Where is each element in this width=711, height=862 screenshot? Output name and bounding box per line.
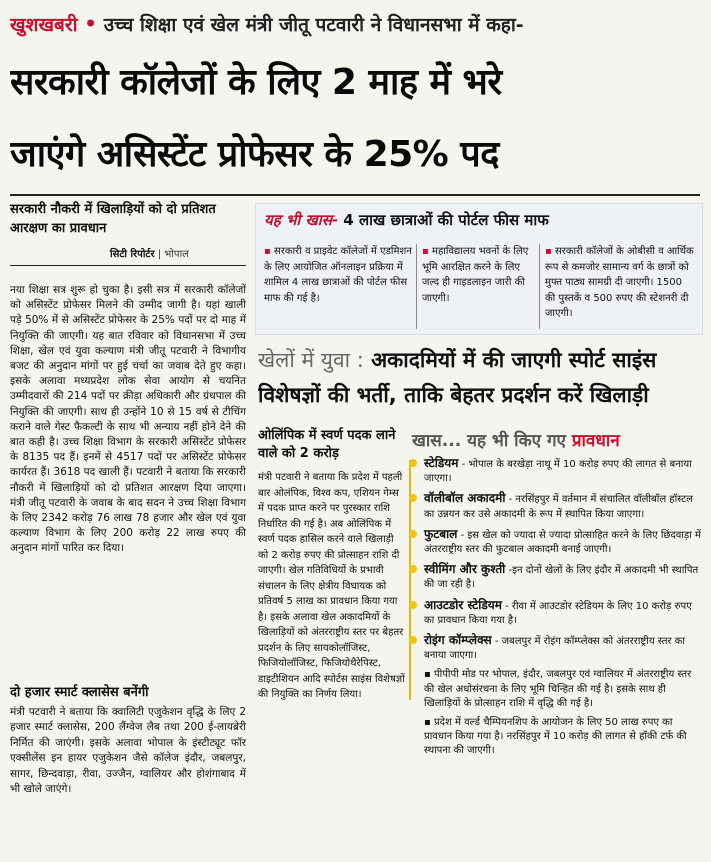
- bullet-icon: [409, 494, 417, 502]
- bullet-icon: [409, 636, 417, 644]
- special-box-col-1: [264, 244, 412, 306]
- sports-label: खेलों में युवा :: [258, 348, 364, 372]
- special-box-col-1-text: सरकारी व प्राइवेट कॉलेजों में एडमिशन के लिए आयोजित ऑनलाइन प्रक्रिया में शामिल 4 लाख छात्राओं की पोर्टल फीस माफ की गई है।: [264, 246, 412, 304]
- kicker-label: खुशखबरी: [10, 14, 78, 36]
- list-item: [418, 562, 703, 592]
- provision-title: स्टेडियम: [424, 456, 459, 470]
- list-item: ▪ पीपीपी मोड पर भोपाल, इंदौर, जबलपुर एवं ग्वालियर में अंतरराष्ट्रीय स्तर की खेल अधोसंरचना के लिए भूमि चिन्हित की गई है। इसके साथ ही खिलाड़ियों के प्रोत्साहन राशि में वृद्धि की गई है।: [424, 669, 692, 709]
- byline-place: भोपाल: [164, 249, 189, 260]
- provision-note: प्रदेश में वर्ल्ड चैम्पियनशिप के आयोजन के लिए 50 लाख रुपए का प्रावधान किया गया है। नरसिंहपुर में 10 करोड़ की लागत से हॉकी टर्फ की स्थापना की जाएगी।: [424, 717, 687, 757]
- bullet-icon: [409, 530, 417, 538]
- provisions-list: [418, 456, 703, 764]
- smart-class-text: मंत्री पटवारी ने बताया कि क्वालिटी एजुकेशन वृद्धि के लिए 2 हजार स्मार्ट क्लासेस, 200 लैंग्वेज लैब तथा 200 ई-लायब्रेरी निर्मित की जाएंगी। इसके अलावा भोपाल के इंस्टीट्यूट फॉर एक्सीलेंस इन हायर एजुकेशन जैसे कॉलेज इंदौर, जबलपुर, सागर, छिन्दवाड़ा, रीवा, उज्जैन, ग्वालियर और होशंगाबाद में भी खोले जाएंगे।: [10, 706, 246, 796]
- special-box-col-3-text: सरकारी कॉलेजों के ओबीसी व आर्थिक रूप से कमजोर सामान्य वर्ग के छात्रों को मुफ्त पाठ्य सामग्री दी जाएगी। 1500 की पुस्तकें व 500 रुपए की स्टेशनरी दी जाएगी।: [545, 246, 694, 319]
- headline-line-1: सरकारी कॉलेजों के लिए 2 माह में भरे: [10, 62, 502, 103]
- column-separator: [416, 244, 417, 329]
- bullet-icon: ▪: [422, 246, 432, 257]
- provision-text: - इस खेल को ज्यादा से ज्यादा प्रोत्साहित करने के लिए छिंदवाड़ा में अंतरराष्ट्रीय स्तर की फुटबाल अकादमी बनाई जाएगी।: [424, 529, 701, 556]
- provision-title: फुटबाल: [424, 526, 458, 541]
- special-box-col-2: [422, 244, 534, 306]
- bullet-icon: ▪: [264, 246, 274, 257]
- headline-line-2: जाएंगे असिस्टेंट प्रोफेसर के 25% पद: [10, 134, 499, 175]
- list-item: [418, 633, 703, 663]
- sports-line-1: अकादमियों में की जाएगी स्पोर्ट साइंस: [371, 348, 657, 372]
- divider: [10, 194, 700, 196]
- main-story: [10, 283, 246, 557]
- bullet-icon: [409, 459, 417, 467]
- bullet-icon: ▪: [545, 246, 555, 257]
- list-item: ▪ प्रदेश में वर्ल्ड चैम्पियनशिप के आयोजन के लिए 50 लाख रुपए का प्रावधान किया गया है। नरसिंहपुर में 10 करोड़ की लागत से हॉकी टर्फ की स्थापना की जाएगी।: [424, 717, 687, 757]
- provision-title: आउटडोर स्टेडियम: [424, 597, 502, 612]
- special-box-heading: [264, 210, 694, 230]
- provision-text: -इन दोनों खेलों के लिए इंदौर में अकादमी भी स्थापित की जा रही है।: [424, 565, 699, 591]
- provisions-label: खास... यह भी किए गए: [412, 431, 566, 451]
- provision-title: रोइंग कॉम्प्लेक्स: [424, 633, 492, 648]
- bullet-icon: [409, 565, 417, 573]
- subheadline: सरकारी नौकरी में खिलाड़ियों को दो प्रतिशत आरक्षण का प्रावधान: [10, 202, 216, 236]
- kicker-text: उच्च शिक्षा एवं खेल मंत्री जीतू पटवारी ने विधानसभा में कहा-: [103, 14, 524, 36]
- list-item: [418, 527, 703, 557]
- provision-note: पीपीपी मोड पर भोपाल, इंदौर, जबलपुर एवं ग्वालियर में अंतरराष्ट्रीय स्तर की खेल अधोसंरचना के लिए भूमि चिन्हित की गई है। इसके साथ ही खिलाड़ियों के प्रोत्साहन राशि में वृद्धि की गई है।: [424, 669, 692, 709]
- sports-heading-line-1: [258, 345, 703, 375]
- list-item: [418, 491, 703, 521]
- special-box-col-2-text: महाविद्यालय भवनों के लिए भूमि आरक्षित करने के लिए जल्द ही गाइडलाइन जारी की जाएगी।: [422, 246, 529, 304]
- provision-text: - भोपाल के बरखेड़ा नाथू में 10 करोड़ रुपए की लागत से बनाया जाएगा।: [424, 459, 692, 485]
- sports-heading-line-2: विशेषज्ञों की भर्ती, ताकि बेहतर प्रदर्शन करें खिलाड़ी: [258, 383, 649, 407]
- divider: [10, 265, 246, 266]
- byline-reporter: सिटी रिपोर्टर: [110, 249, 155, 260]
- olympic-heading: ओलिंपिक में स्वर्ण पदक लाने वाले को 2 करोड़: [258, 428, 396, 461]
- special-box-label: यह भी खास-: [264, 211, 339, 229]
- provision-title: वॉलीबॉल अकादमी: [424, 491, 506, 506]
- smart-class-heading: दो हजार स्मार्ट क्लासेस बनेंगी: [10, 685, 149, 700]
- bullet-icon: [409, 601, 417, 609]
- kicker: [10, 4, 700, 44]
- list-item: [418, 456, 703, 486]
- olympic-text: मंत्री पटवारी ने बताया कि प्रदेश में पहली बार ओलंपिक, विश्व कप, एशियन गेम्स में पदक प्राप्त करने पर पुरस्कार राशि निर्धारित की गई है। अब ओलिंपिक में स्वर्ण पदक हासिल करने वाले खिलाड़ी को 2 करोड़ रुपए की प्रोत्साहन राशि दी जाएगी। खेल गतिविधियों के प्रभावी संचालन के लिए क्षेत्रीय विधायक को प्रतिवर्ष 5 लाख का प्रावधान किया गया है। इसके अलावा खेल अकादमियों के खिलाड़ियों को अंतरराष्ट्रीय स्तर पर बेहतर प्रदर्शन के लिए सायकोलॉजिस्ट, फिजियोलॉजिस्ट, फिजियोथैरेपिस्ट, डाइटीशियन आदि स्पोर्टस साइंस विशेषज्ञों की नियुक्ति का निर्णय लिया।: [258, 472, 405, 700]
- special-box: [255, 203, 703, 335]
- provision-title: स्वीमिंग और कुश्ती: [424, 562, 506, 577]
- column-separator: [539, 244, 540, 329]
- provisions-label-red: प्रावधान: [571, 431, 620, 451]
- kicker-bullet: •: [83, 10, 98, 38]
- provision-text: - नरसिंहपुर में वर्तमान में संचालित वॉलीबॉल हॉस्टल का उन्नयन कर उसे अकादमी के रूप में स्थापित किया जाएगा।: [424, 494, 693, 520]
- list-item: [418, 598, 703, 628]
- main-story-text: नया शिक्षा सत्र शुरू हो चुका है। इसी सत्र में सरकारी कॉलेजों को असिस्टेंट प्रोफेसर मिलने की उम्मीद जागी है। यहां खाली पड़े 50% में से असिस्टेंट प्रोफेसर के 25% पदों पर दो माह में नियुक्ति की जाएगी। यह बात रविवार को विधानसभा में उच्च शिक्षा, खेल एवं युवा कल्याण मंत्री जीतू पटवारी ने विभागीय बजट की अनुदान मांगों पर हुई चर्चा का जवाब देते हुए कहा। इसके अलावा मध्यप्रदेश लोक सेवा आयोग से चयनित उम्मीदवारों की 214 पदों पर क्रीड़ा अधिकारी और ग्रंथपाल की नियुक्ति की जाएगी। साथ ही उन्होंने 10 से 15 वर्ष से टीचिंग कराने वाले गेस्ट फैकल्टी के साथ भी अन्याय नहीं होने देने की बात कही है। उच्च शिक्षा विभाग के सरकारी असिस्टेंट प्रोफेसर के 8135 पद हैं। इनमें से 4517 पदों पर असिस्टेंट प्रोफेसर कार्यरत हैं। 3618 पद खाली हैं। पटवारी ने बताया कि सरकारी नौकरी में खिलाड़ियों को दो प्रतिशत आरक्षण दिया जाएगा। मंत्री जीतू पटवारी के जवाब के बाद सदन ने उच्च शिक्षा विभाग के लिए 2342 करोड़ 76 लाख 78 हजार और खेल एवं युवा कल्याण विभाग के लिए 200 करोड़ 22 लाख रुपए की अनुदान मांगों पारित कर दिया।: [10, 284, 246, 555]
- special-box-title: 4 लाख छात्राओं की पोर्टल फीस माफ: [343, 211, 549, 229]
- provisions-heading: [412, 428, 620, 451]
- provision-text: - रीवा में आउटडोर स्टेडियम के लिए 10 करोड़ रुपए का प्रावधान किया गया है।: [424, 600, 692, 626]
- special-box-col-3: [545, 244, 695, 322]
- provision-text: - जबलपुर में रोइंग कॉम्प्लेक्स को अंतरराष्ट्रीय स्तर का बनाया जाएगा।: [424, 636, 685, 662]
- byline: सिटी रिपोर्टर | भोपाल: [110, 249, 189, 260]
